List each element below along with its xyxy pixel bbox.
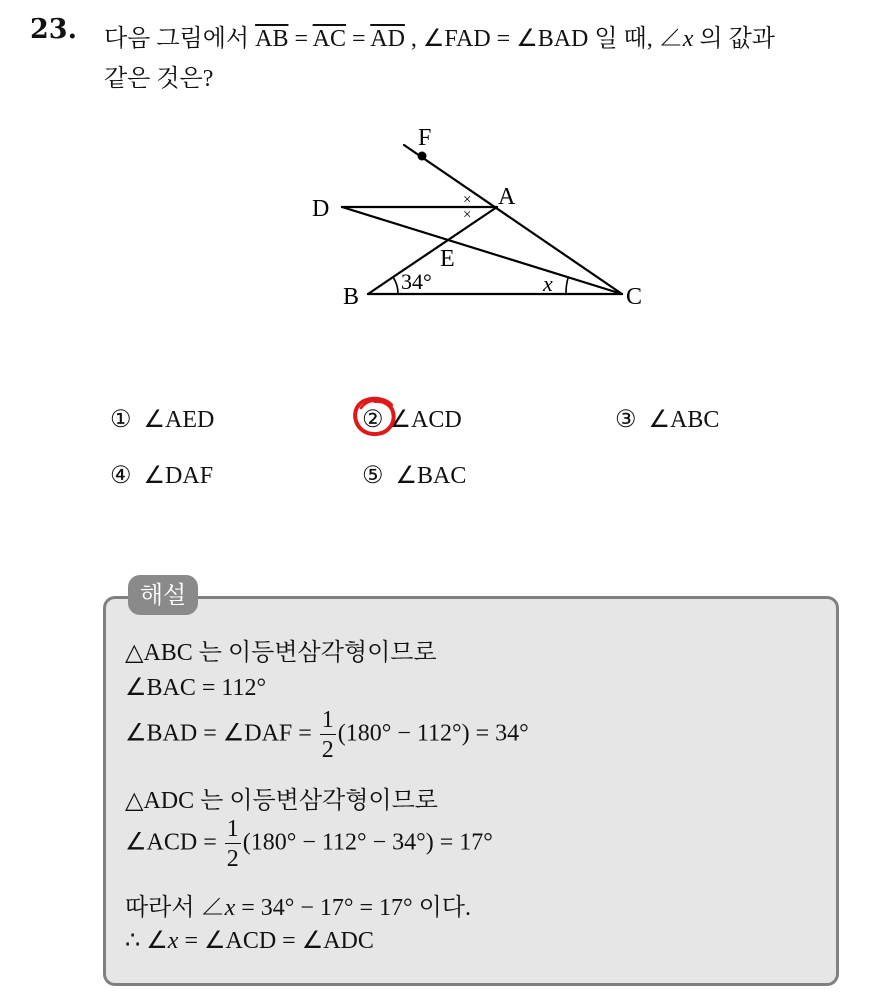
- fraction-half-2: [225, 817, 241, 871]
- choice-3-number: ③: [615, 407, 637, 433]
- solution-line-7: [125, 926, 374, 955]
- solution-line-3: [125, 708, 529, 762]
- choice-3-text: ∠ABC: [648, 407, 720, 433]
- segment-ab: $\overline{AB}$: [255, 26, 289, 52]
- variable-x: x: [682, 26, 694, 52]
- choice-2-number: ②: [362, 407, 384, 433]
- question-prefix: 다음 그림에서: [104, 26, 256, 52]
- label-b: B: [343, 284, 360, 310]
- fraction-2-denominator: 2: [226, 846, 239, 872]
- geometry-figure: [300, 118, 670, 318]
- choice-2-text: ∠ACD: [389, 407, 462, 433]
- equals-1: =: [288, 26, 313, 52]
- angle-arc-b: [393, 277, 398, 294]
- fraction-half-1: [320, 708, 336, 762]
- label-f: F: [418, 125, 432, 151]
- segment-ac: $\overline{AC}$: [312, 26, 347, 52]
- fraction-2-numerator: 1: [226, 816, 239, 842]
- choice-5-text: ∠BAC: [395, 463, 467, 489]
- question-suffix: 의 값과: [693, 26, 775, 52]
- label-e: E: [440, 246, 455, 272]
- solution-line-6-post: = 34° − 17° = 17° 이다.: [235, 895, 471, 921]
- solution-line-5-post: (180° − 112° − 34°) = 17°: [242, 829, 493, 856]
- fraction-1-denominator: 2: [321, 737, 334, 763]
- angle-x-label: x: [543, 271, 553, 296]
- choice-4[interactable]: [110, 461, 213, 490]
- choice-1-number: ①: [110, 407, 132, 433]
- solution-line-4: △ADC 는 이등변삼각형이므로: [125, 788, 438, 814]
- solution-line-6-var: x: [224, 895, 236, 921]
- equals-2: =: [346, 26, 371, 52]
- solution-line-6: [125, 887, 471, 922]
- point-f-dot: [418, 152, 427, 161]
- choice-5-number: ⑤: [362, 463, 384, 489]
- answer-circle-mark: [351, 395, 399, 439]
- angle-arc-c: [566, 278, 568, 294]
- choice-5[interactable]: [362, 461, 466, 490]
- tick-mark-lower: ×: [463, 207, 472, 223]
- question-text-line2: 같은 것은?: [104, 66, 214, 92]
- choice-1[interactable]: [110, 405, 214, 434]
- solution-line-7-pre: ∴ ∠: [125, 928, 168, 954]
- fraction-1-numerator: 1: [321, 707, 334, 733]
- label-c: C: [626, 284, 643, 310]
- label-d: D: [312, 196, 330, 222]
- solution-line-6-pre: 따라서 ∠: [125, 895, 225, 921]
- solution-line-5-pre: ∠ACD =: [125, 829, 223, 856]
- solution-line-3-pre: ∠BAD = ∠DAF =: [125, 720, 318, 747]
- question-number: 23.: [30, 14, 77, 45]
- label-a: A: [498, 184, 516, 210]
- tick-mark-upper: ×: [463, 192, 472, 208]
- angle-b-label: 34°: [401, 269, 432, 294]
- solution-line-2: ∠BAC = 112°: [125, 675, 267, 701]
- choice-4-text: ∠DAF: [143, 463, 214, 489]
- choice-3[interactable]: [615, 405, 719, 434]
- solution-line-7-var: x: [167, 928, 179, 954]
- question-text-line1: [104, 18, 775, 53]
- solution-line-1: △ABC 는 이등변삼각형이므로: [125, 640, 437, 666]
- solution-tab: 해설: [128, 575, 198, 615]
- line-f-c: [404, 145, 622, 294]
- solution-line-3-post: (180° − 112°) = 34°: [337, 720, 529, 747]
- choice-4-number: ④: [110, 463, 132, 489]
- question-mid: , ∠FAD = ∠BAD 일 때, ∠: [404, 26, 683, 52]
- solution-line-7-post: = ∠ACD = ∠ADC: [178, 928, 374, 954]
- segment-ad: $\overline{AD}$: [370, 26, 405, 52]
- choice-1-text: ∠AED: [143, 407, 215, 433]
- line-d-c: [342, 207, 622, 294]
- solution-line-5: [125, 817, 493, 871]
